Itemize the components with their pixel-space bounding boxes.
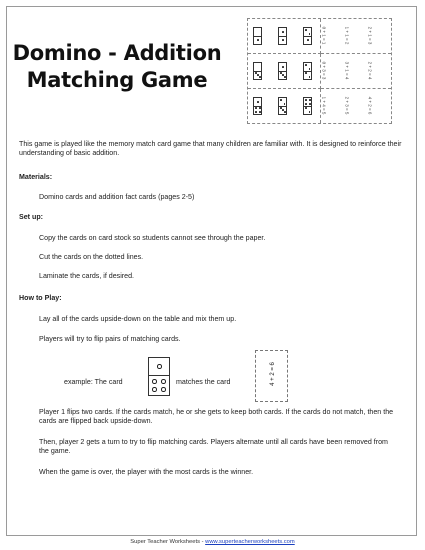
domino-card	[278, 27, 287, 45]
setup-step-1: Copy the cards on card stock so students cannot see through the paper.	[39, 234, 266, 242]
setup-step-3: Laminate the cards, if desired.	[39, 272, 135, 280]
domino-cards-row-1	[248, 19, 321, 54]
matches-label: matches the card	[176, 378, 231, 386]
footer-prefix: Super Teacher Worksheets -	[130, 539, 206, 545]
fact-card-text: 1 + 1 = 2	[344, 26, 350, 45]
materials-heading: Materials:	[19, 173, 53, 181]
domino-pip	[161, 379, 166, 384]
fact-cards-row-2	[321, 54, 391, 89]
example-fact-card	[255, 350, 288, 402]
footer-link[interactable]: www.superteacherworksheets.com	[205, 539, 295, 545]
domino-pip	[161, 387, 166, 392]
domino-pip	[157, 364, 162, 369]
fact-card-text: 1 + 4 = 5	[321, 96, 327, 115]
setup-heading: Set up:	[19, 213, 44, 221]
example-fact-text: 4 + 2 = 6	[270, 362, 276, 386]
footer	[0, 539, 425, 545]
domino-card	[278, 97, 287, 115]
fact-card-text: 2 + 3 = 5	[344, 96, 350, 115]
domino-pip	[152, 387, 157, 392]
domino-card	[253, 62, 262, 80]
play-step-1: Lay all of the cards upside-down on the table and mix them up.	[39, 315, 237, 323]
page-title	[12, 40, 222, 94]
intro-paragraph: This game is played like the memory match card game that many children are familiar with. It is designed to reinforce their understanding of basic addition.	[19, 140, 402, 158]
materials-item: Domino cards and addition fact cards (pages 2-5)	[39, 193, 195, 201]
card-preview-grid	[247, 18, 392, 124]
fact-cards-row-3	[321, 89, 391, 123]
fact-card-text: 3 + 1 = 4	[344, 61, 350, 80]
domino-card	[278, 62, 287, 80]
how-to-play-heading: How to Play:	[19, 294, 62, 302]
domino-cards-row-2	[248, 54, 321, 89]
play-step-5: When the game is over, the player with the most cards is the winner.	[39, 468, 254, 476]
domino-card	[303, 97, 312, 115]
domino-pip	[152, 379, 157, 384]
title-line-1: Domino - Addition	[12, 41, 222, 65]
example-domino-card	[148, 357, 170, 396]
domino-card	[253, 27, 262, 45]
play-step-3: Player 1 flips two cards. If the cards match, he or she gets to keep both cards. If the cards do not match, then the cards are flipped back upside-down.	[39, 408, 394, 426]
fact-card-text: 0 + 3 = 3	[321, 61, 327, 80]
fact-card-text: 0 + 1 = 1	[321, 26, 327, 45]
play-step-2: Players will try to flip pairs of matching cards.	[39, 335, 181, 343]
fact-card-text: 2 + 1 = 3	[367, 26, 373, 45]
title-line-2: Matching Game	[26, 68, 208, 92]
domino-card	[253, 97, 262, 115]
example-label: example: The card	[64, 378, 123, 386]
play-step-4: Then, player 2 gets a turn to try to flip matching cards. Players alternate until all cards have been removed from the game.	[39, 438, 388, 456]
fact-card-text: 4 + 2 = 6	[367, 96, 373, 115]
domino-cards-row-3	[248, 89, 321, 123]
setup-step-2: Cut the cards on the dotted lines.	[39, 253, 144, 261]
domino-card	[303, 62, 312, 80]
domino-card	[303, 27, 312, 45]
fact-cards-row-1	[321, 19, 391, 54]
fact-card-text: 2 + 2 = 4	[367, 61, 373, 80]
